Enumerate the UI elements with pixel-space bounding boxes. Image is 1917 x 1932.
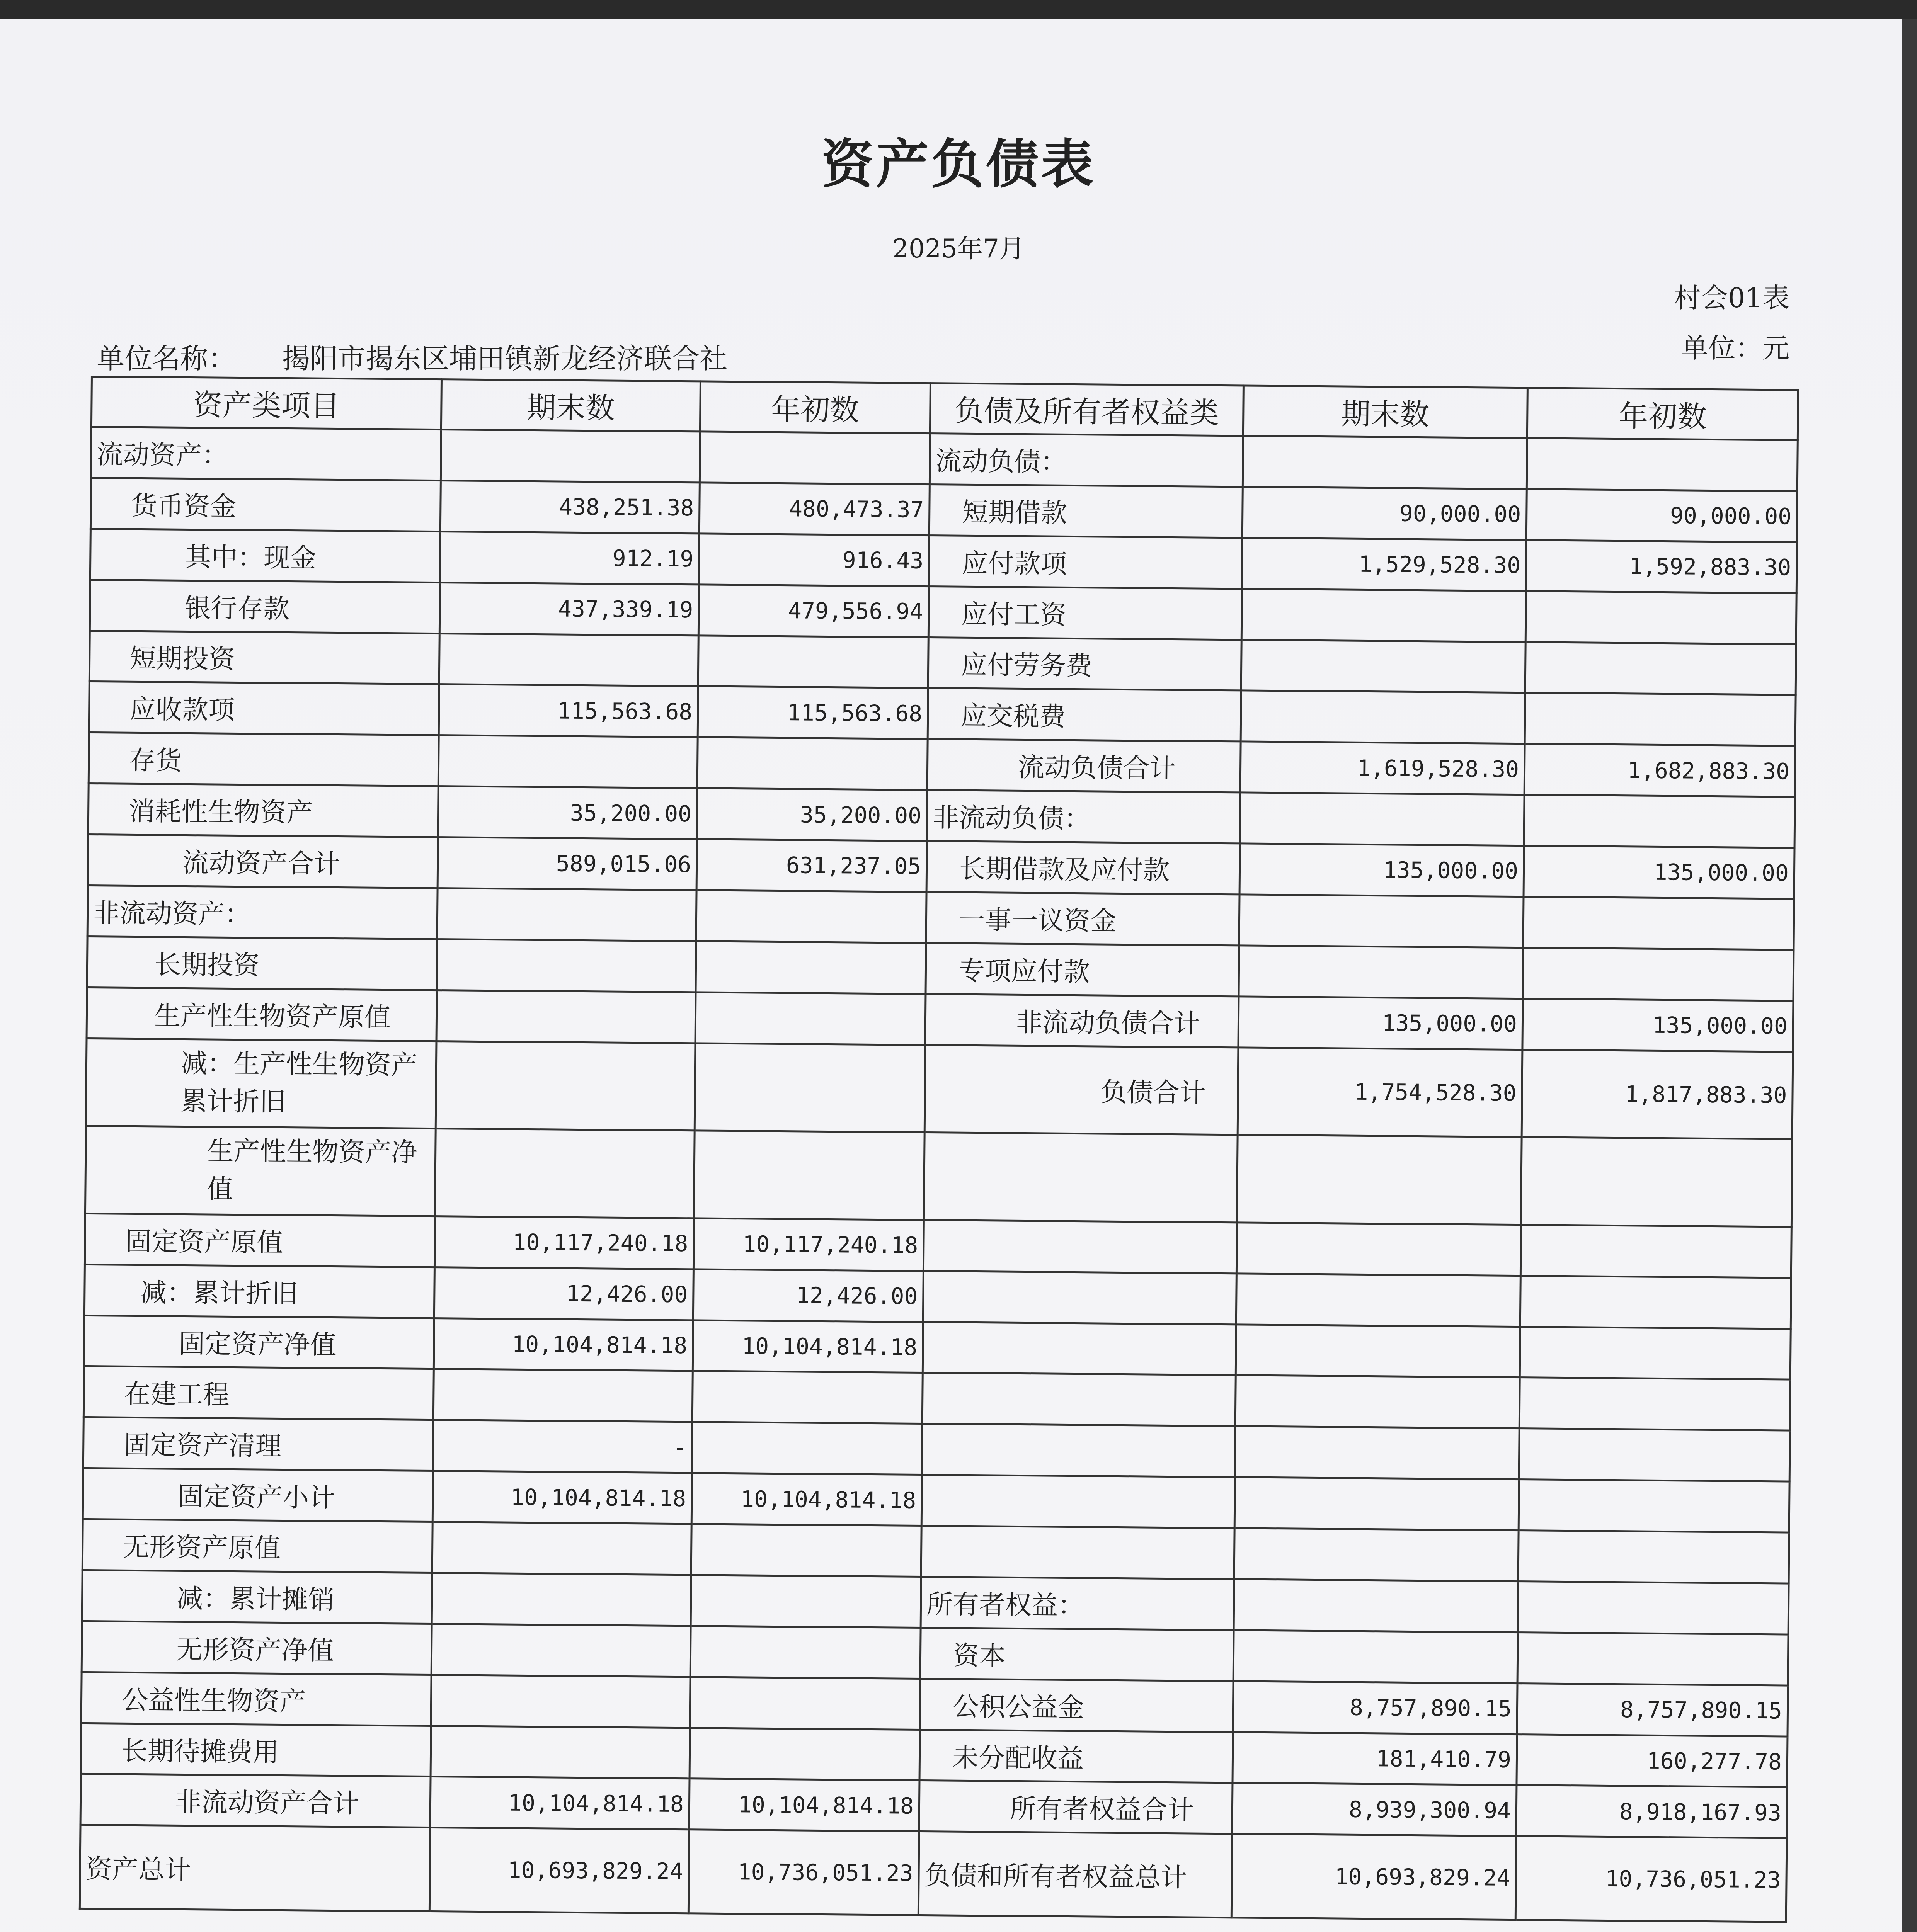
table-row (86, 1038, 1793, 1139)
asset-begin-value-cell: 480,473.37 (699, 483, 930, 536)
liability-begin-value-cell: 160,277.78 (1517, 1734, 1788, 1787)
asset-begin-value-cell: 12,426.00 (693, 1269, 923, 1322)
asset-item-cell: 公益性生物资产 (81, 1672, 431, 1726)
liability-end-value-cell (1236, 1223, 1521, 1276)
liability-item-cell: 应付款项 (929, 535, 1242, 588)
org-name: 揭阳市揭东区埔田镇新龙经济联合社 (282, 342, 728, 375)
asset-end-value-cell: 912.19 (440, 531, 699, 584)
asset-end-value-cell: 437,339.19 (439, 582, 699, 635)
asset-item-cell: 流动资产： (91, 427, 441, 481)
liability-item-cell (922, 1373, 1236, 1426)
asset-begin-value-cell (696, 941, 926, 994)
asset-begin-value-cell (700, 432, 930, 485)
asset-item-cell: 减：累计折旧 (84, 1264, 434, 1318)
asset-item-cell: 长期待摊费用 (81, 1723, 431, 1777)
liability-end-value-cell (1237, 1135, 1522, 1225)
asset-end-value-cell: 10,104,814.18 (430, 1777, 690, 1830)
table-body (80, 427, 1798, 1922)
asset-end-value-cell (432, 1522, 691, 1575)
liability-begin-value-cell: 8,757,890.15 (1517, 1683, 1788, 1736)
asset-end-value-cell (436, 990, 696, 1043)
asset-item-cell: 非流动资产： (87, 885, 438, 939)
liability-begin-value-cell (1523, 947, 1794, 1000)
liability-item-cell: 流动负债： (930, 434, 1243, 487)
asset-end-value-cell: 10,117,240.18 (434, 1216, 694, 1269)
asset-item-cell: 固定资产净值 (84, 1315, 434, 1369)
liability-end-value-cell (1233, 1630, 1518, 1684)
asset-begin-value-cell (698, 635, 928, 688)
asset-begin-value-cell (696, 890, 926, 943)
liability-item-cell: 流动负债合计 (927, 739, 1241, 793)
asset-item-cell: 固定资产原值 (85, 1213, 435, 1267)
asset-item-cell: 无形资产原值 (82, 1519, 432, 1573)
liability-begin-value-cell (1525, 642, 1796, 695)
asset-item-cell: 无形资产净值 (82, 1621, 432, 1675)
liability-item-cell: 长期借款及应付款 (926, 841, 1240, 895)
col-header-asset-item: 资产类项目 (91, 377, 441, 430)
liability-begin-value-cell: 10,736,051.23 (1515, 1836, 1787, 1922)
liability-item-cell (921, 1475, 1235, 1528)
col-header-asset-end: 期末数 (441, 379, 700, 432)
report-period: 2025年7月 (892, 234, 1025, 264)
asset-item-cell: 银行存款 (90, 580, 440, 633)
asset-begin-value-cell: 916.43 (699, 534, 929, 587)
asset-end-value-cell: 589,015.06 (438, 837, 697, 890)
balance-sheet-table (79, 376, 1799, 1923)
liability-item-cell: 负债和所有者权益总计 (918, 1832, 1232, 1918)
liability-end-value-cell (1236, 1324, 1520, 1378)
asset-item-cell: 生产性生物资产净值 (85, 1126, 436, 1216)
table-row (85, 1126, 1792, 1227)
liability-end-value-cell: 1,529,528.30 (1242, 538, 1526, 591)
liability-begin-value-cell (1518, 1531, 1789, 1583)
liability-begin-value-cell: 135,000.00 (1524, 846, 1794, 899)
liability-begin-value-cell (1520, 1225, 1791, 1277)
liability-end-value-cell (1240, 793, 1524, 846)
asset-begin-value-cell (691, 1524, 921, 1577)
asset-end-value-cell (441, 430, 700, 483)
liability-end-value-cell (1241, 589, 1526, 642)
liability-begin-value-cell (1525, 693, 1796, 746)
asset-item-cell: 非流动资产合计 (80, 1774, 431, 1828)
liability-end-value-cell (1234, 1579, 1518, 1633)
asset-end-value-cell: 12,426.00 (434, 1267, 693, 1320)
asset-item-cell: 固定资产清理 (83, 1417, 433, 1471)
asset-begin-value-cell: 479,556.94 (698, 584, 929, 637)
liability-item-cell: 资本 (920, 1628, 1234, 1681)
liability-item-cell (923, 1271, 1236, 1324)
asset-item-cell: 资产总计 (80, 1825, 430, 1912)
liability-end-value-cell (1235, 1375, 1520, 1429)
liability-item-cell: 专项应付款 (926, 943, 1239, 996)
liability-end-value-cell (1234, 1477, 1519, 1531)
asset-begin-value-cell (690, 1626, 921, 1679)
col-header-asset-begin: 年初数 (700, 381, 930, 434)
liability-end-value-cell: 8,757,890.15 (1233, 1681, 1517, 1735)
liability-begin-value-cell (1518, 1582, 1789, 1634)
liability-end-value-cell: 8,939,300.94 (1232, 1783, 1517, 1836)
asset-item-cell: 减：累计摊销 (82, 1570, 432, 1624)
liability-begin-value-cell (1521, 1137, 1792, 1227)
liability-item-cell (923, 1220, 1237, 1273)
asset-end-value-cell: 438,251.38 (440, 480, 700, 533)
asset-begin-value-cell: 10,104,814.18 (693, 1320, 923, 1373)
asset-begin-value-cell (695, 992, 926, 1045)
asset-item-cell: 存货 (89, 733, 439, 786)
asset-end-value-cell (435, 1129, 695, 1218)
liability-end-value-cell: 10,693,829.24 (1231, 1834, 1516, 1920)
liability-begin-value-cell (1520, 1276, 1791, 1328)
liability-end-value-cell (1236, 1274, 1520, 1327)
col-header-liability-begin: 年初数 (1527, 388, 1798, 440)
liability-end-value-cell (1239, 895, 1524, 948)
liability-end-value-cell (1239, 946, 1523, 999)
col-header-liability-item: 负债及所有者权益类 (930, 383, 1243, 436)
liability-item-cell: 非流动负债： (927, 790, 1240, 844)
asset-item-cell: 减：生产性生物资产累计折旧 (86, 1038, 436, 1129)
liability-begin-value-cell (1519, 1378, 1790, 1430)
asset-end-value-cell (438, 735, 698, 788)
liability-item-cell: 非流动负债合计 (925, 994, 1239, 1047)
asset-item-cell: 消耗性生物资产 (88, 784, 438, 837)
currency-unit: 单位：元 (1681, 332, 1789, 364)
asset-end-value-cell (433, 1369, 693, 1422)
asset-item-cell: 应收款项 (89, 682, 439, 735)
org-label: 单位名称： (97, 342, 236, 375)
liability-item-cell: 应付工资 (928, 586, 1242, 639)
table-row (80, 1825, 1787, 1922)
liability-begin-value-cell (1519, 1480, 1789, 1532)
liability-begin-value-cell (1523, 897, 1794, 950)
asset-end-value-cell: - (433, 1420, 692, 1473)
asset-begin-value-cell (695, 1043, 925, 1132)
report-title: 资产负债表 (821, 133, 1096, 195)
asset-item-cell: 长期投资 (87, 936, 437, 990)
liability-item-cell (922, 1424, 1235, 1477)
liability-begin-value-cell: 1,817,883.30 (1522, 1049, 1793, 1139)
liability-end-value-cell: 181,410.79 (1233, 1732, 1517, 1785)
liability-item-cell: 应付劳务费 (928, 637, 1241, 690)
asset-begin-value-cell: 631,237.05 (696, 839, 927, 892)
liability-end-value-cell (1241, 639, 1525, 693)
asset-end-value-cell (431, 1726, 690, 1779)
asset-item-cell: 短期投资 (89, 631, 439, 684)
asset-begin-value-cell (690, 1677, 920, 1730)
liability-item-cell: 所有者权益合计 (919, 1781, 1233, 1834)
liability-end-value-cell: 1,754,528.30 (1238, 1047, 1522, 1137)
col-header-liability-end: 期末数 (1243, 386, 1527, 438)
asset-end-value-cell: 35,200.00 (438, 786, 697, 839)
asset-end-value-cell (436, 1041, 695, 1131)
asset-begin-value-cell: 10,104,814.18 (689, 1779, 919, 1832)
liability-begin-value-cell: 8,918,167.93 (1516, 1785, 1787, 1838)
asset-item-cell: 固定资产小计 (83, 1468, 433, 1522)
asset-end-value-cell: 115,563.68 (439, 684, 698, 737)
liability-end-value-cell (1235, 1426, 1519, 1480)
asset-end-value-cell (432, 1573, 691, 1626)
liability-begin-value-cell (1517, 1632, 1788, 1685)
liability-begin-value-cell: 1,682,883.30 (1524, 744, 1795, 797)
form-number: 村会01表 (1674, 282, 1789, 314)
liability-item-cell: 一事一议资金 (926, 892, 1239, 945)
asset-item-cell: 其中：现金 (90, 529, 440, 582)
asset-item-cell: 在建工程 (83, 1366, 434, 1420)
liability-end-value-cell (1241, 690, 1525, 744)
asset-end-value-cell (431, 1624, 691, 1677)
liability-item-cell (921, 1526, 1234, 1579)
liability-end-value-cell (1234, 1528, 1519, 1582)
asset-begin-value-cell: 10,117,240.18 (693, 1218, 924, 1271)
liability-item-cell: 公积公益金 (920, 1679, 1233, 1732)
asset-begin-value-cell (690, 1728, 920, 1781)
asset-begin-value-cell: 10,104,814.18 (691, 1473, 922, 1526)
liability-item-cell: 所有者权益： (921, 1577, 1234, 1630)
liability-begin-value-cell (1525, 591, 1796, 644)
liability-begin-value-cell: 90,000.00 (1526, 489, 1797, 542)
asset-begin-value-cell (691, 1575, 921, 1628)
asset-item-cell: 生产性生物资产原值 (87, 987, 437, 1041)
asset-item-cell: 流动资产合计 (88, 834, 438, 888)
liability-end-value-cell: 90,000.00 (1242, 487, 1527, 540)
asset-end-value-cell: 10,104,814.18 (432, 1471, 692, 1524)
asset-end-value-cell (439, 633, 698, 686)
liability-begin-value-cell (1524, 795, 1795, 848)
asset-item-cell: 货币资金 (90, 478, 441, 531)
asset-begin-value-cell: 35,200.00 (697, 788, 927, 841)
asset-end-value-cell: 10,693,829.24 (429, 1828, 689, 1913)
liability-item-cell: 应交税费 (928, 688, 1241, 742)
liability-begin-value-cell (1527, 438, 1798, 491)
asset-begin-value-cell (697, 737, 928, 790)
liability-end-value-cell: 135,000.00 (1239, 844, 1524, 897)
liability-item-cell: 未分配收益 (919, 1730, 1233, 1783)
liability-end-value-cell: 135,000.00 (1238, 997, 1523, 1050)
asset-begin-value-cell (692, 1422, 922, 1475)
liability-item-cell: 负债合计 (924, 1045, 1238, 1135)
liability-item-cell: 短期借款 (929, 484, 1243, 537)
asset-end-value-cell (437, 939, 696, 992)
asset-end-value-cell (431, 1675, 690, 1728)
asset-begin-value-cell: 115,563.68 (698, 686, 928, 739)
liability-item-cell (923, 1322, 1236, 1375)
liability-begin-value-cell: 1,592,883.30 (1526, 540, 1797, 593)
liability-begin-value-cell: 135,000.00 (1522, 998, 1793, 1051)
asset-end-value-cell: 10,104,814.18 (434, 1318, 693, 1371)
asset-end-value-cell (437, 888, 696, 941)
asset-begin-value-cell (694, 1131, 924, 1220)
liability-end-value-cell (1243, 436, 1527, 489)
asset-begin-value-cell (692, 1371, 923, 1424)
liability-begin-value-cell (1520, 1327, 1791, 1379)
liability-item-cell (924, 1133, 1238, 1223)
asset-begin-value-cell: 10,736,051.23 (688, 1830, 919, 1915)
liability-begin-value-cell (1519, 1429, 1790, 1481)
liability-end-value-cell: 1,619,528.30 (1240, 742, 1525, 795)
